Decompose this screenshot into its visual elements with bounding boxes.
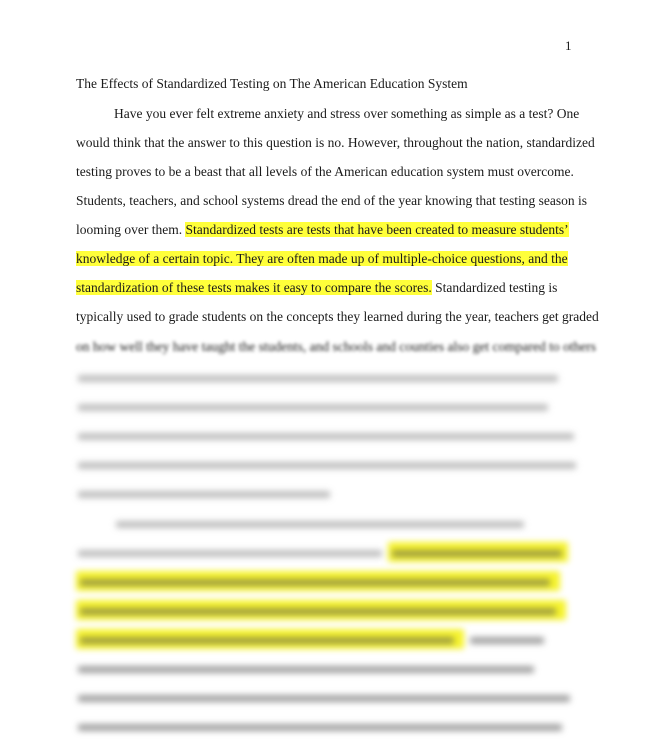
- paragraph1-line8: typically used to grade students on the concepts they learned during the year, teachers get graded: [76, 309, 599, 324]
- page-number: 1: [565, 38, 572, 53]
- paragraph1-line9: on how well they have taught the students, and schools and counties also get compared to others: [76, 339, 597, 354]
- highlighted-text: knowledge of a certain topic. They are often made up of multiple-choice questions, and the: [76, 251, 568, 266]
- paragraph1-line4: Students, teachers, and school systems dread the end of the year knowing that testing season is: [76, 193, 588, 208]
- paragraph1-line1: Have you ever felt extreme anxiety and stress over something as simple as a test? One: [114, 106, 580, 121]
- paragraph1-line2: would think that the answer to this question is no. However, throughout the nation, standardized: [76, 135, 595, 150]
- essay-title: The Effects of Standardized Testing on The American Education System: [76, 76, 468, 91]
- highlighted-text: standardization of these tests makes it easy to compare the scores.: [76, 280, 432, 295]
- paragraph1-line7-plain: Standardized testing is: [431, 280, 558, 295]
- paragraph1-line3: testing proves to be a beast that all levels of the American education system must overcome.: [76, 164, 574, 179]
- highlighted-text: Standardized tests are tests that have been created to measure students’: [185, 222, 569, 237]
- paragraph1-line5-plain: looming over them.: [76, 222, 186, 237]
